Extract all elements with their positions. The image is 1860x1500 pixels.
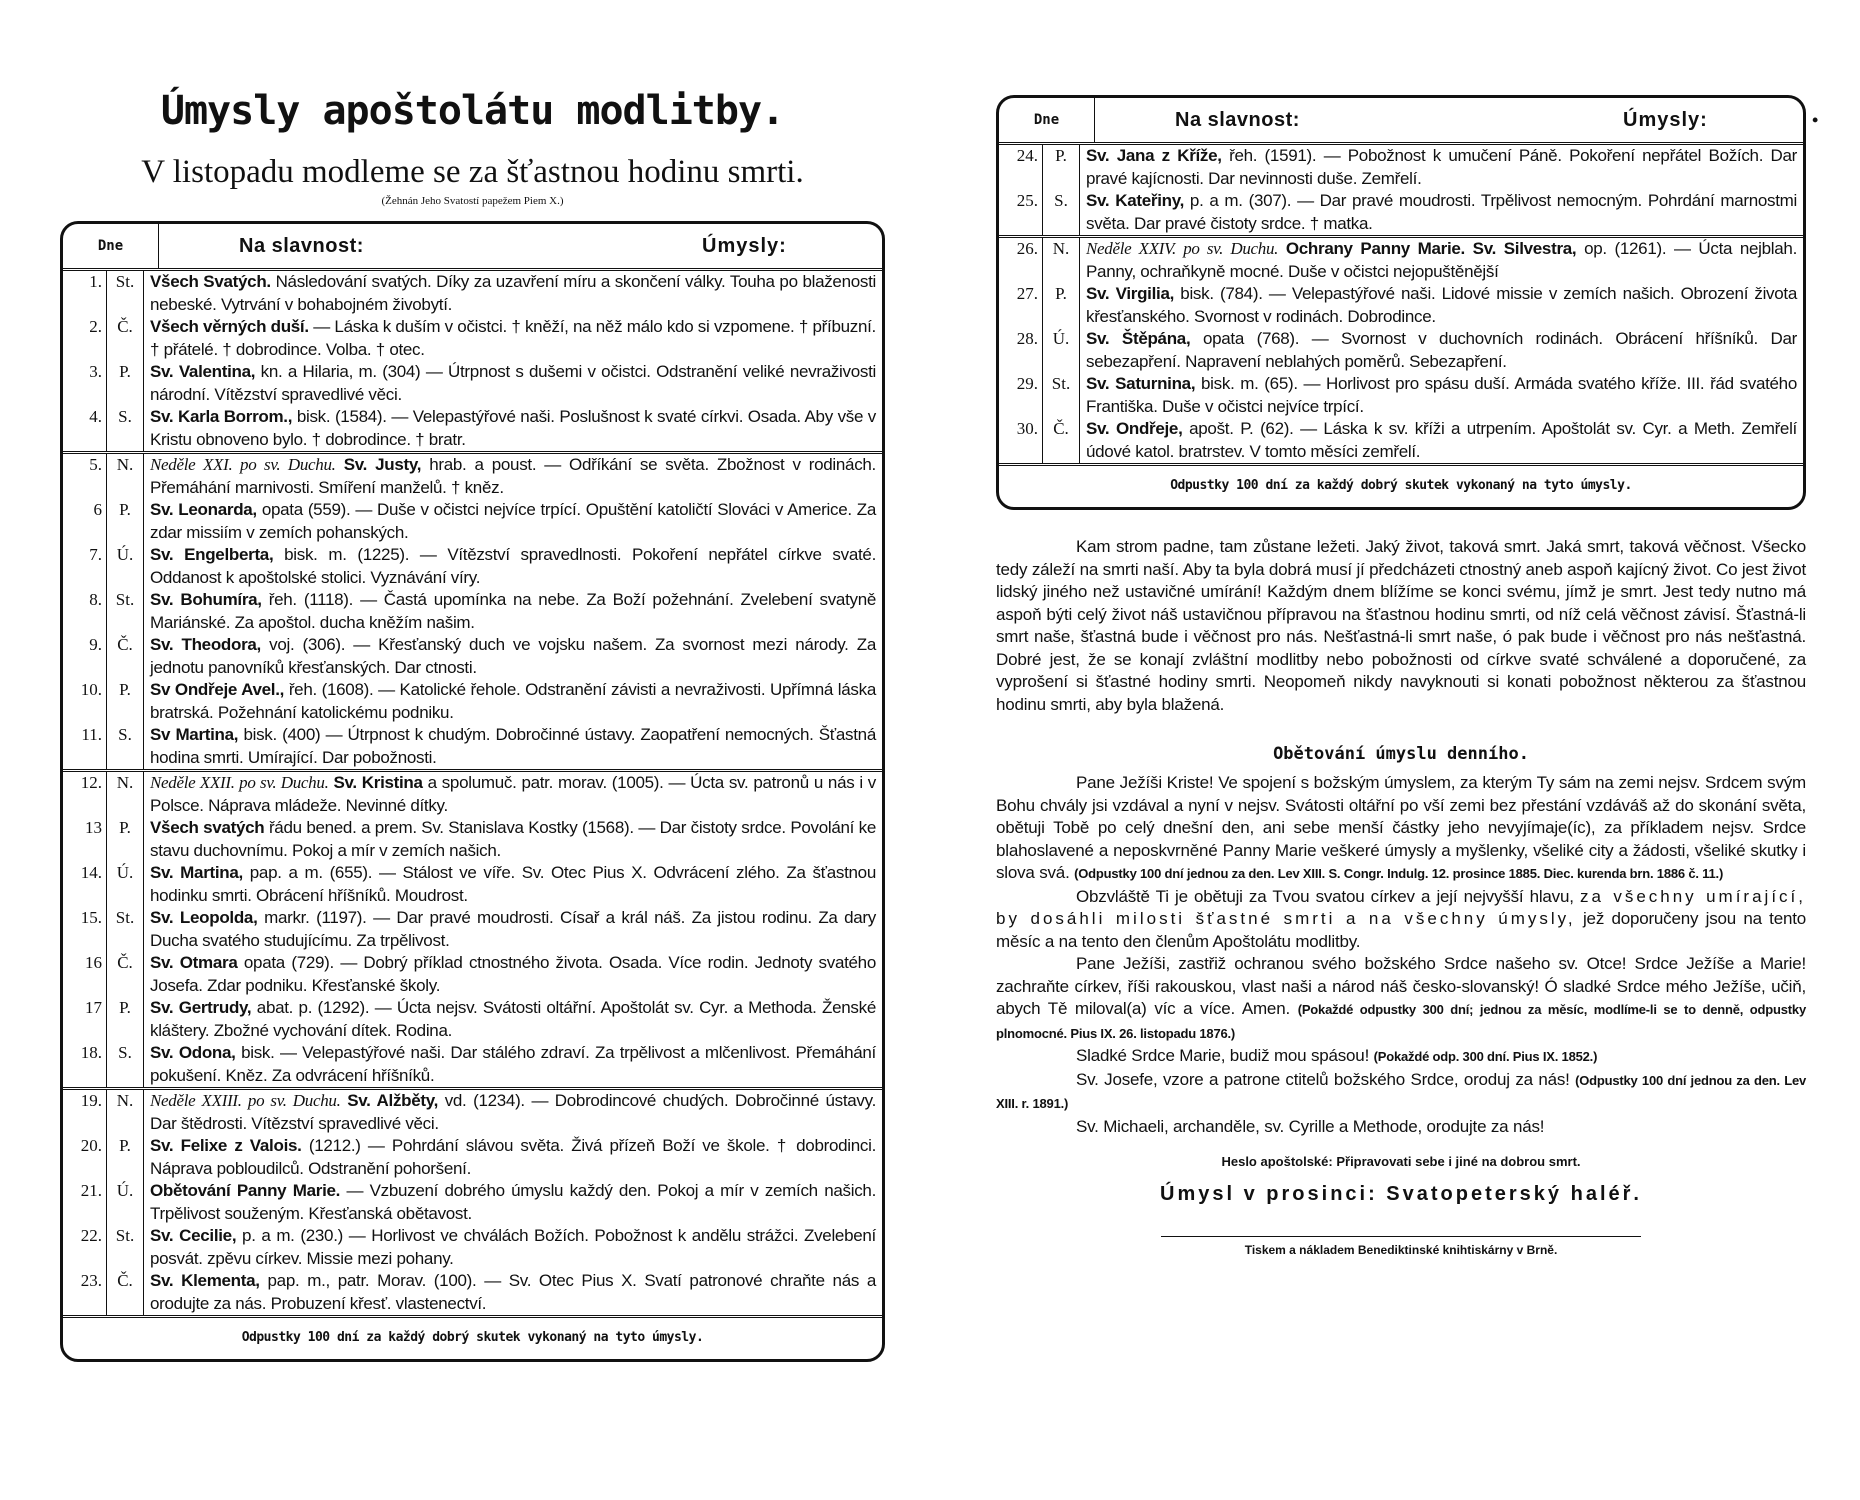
- day-number: 7.: [63, 544, 107, 589]
- joseph-prayer: [996, 1069, 1806, 1116]
- weekday: P.: [107, 679, 144, 724]
- feast-name: Sv. Cecilie,: [150, 1226, 237, 1245]
- feast-name: Sv. Engelberta,: [150, 545, 274, 564]
- week-group: [63, 772, 882, 1090]
- table-row: [63, 1135, 882, 1180]
- table-row: [999, 145, 1803, 190]
- intentions-text: kn. a Hilaria, m. (304) — Útrpnost s dušemi v očistci. Odstranění veliké nevraživosti národní. Vítězství spravedlivé věci.: [150, 362, 876, 404]
- day-number: 12.: [63, 772, 107, 817]
- intentions-text: bisk. (1584). — Velepastýřové naši. Poslušnost k svaté církvi. Osada. Aby vše v Kristu obnoveno bylo. † dobrodince. † bratr.: [150, 407, 876, 449]
- weekday: N.: [107, 1090, 144, 1135]
- table-header: [999, 98, 1803, 145]
- indulgence-note: Odpustky 100 dní za každý dobrý skutek vykonaný na tyto úmysly.: [999, 463, 1803, 507]
- day-number: 30.: [999, 418, 1043, 463]
- weekday: P.: [107, 499, 144, 544]
- feast-name: Sv. Saturnina,: [1086, 374, 1196, 393]
- entry-text: [1080, 373, 1803, 418]
- weekday: Ú.: [107, 1180, 144, 1225]
- table-row: [63, 1270, 882, 1315]
- feast-name: Sv. Gertrudy,: [150, 998, 252, 1017]
- weekday: Ú.: [1043, 328, 1080, 373]
- weekday: N.: [1043, 238, 1080, 283]
- intentions-text: opata (768). — Svornost v duchovních rodinách. Obrácení hříšníků. Dar sebezapření. Napravení neblahých poměrů. Sebezapření.: [1086, 329, 1798, 371]
- intentions-text: bisk. m. (65). — Horlivost pro spásu duší. Armáda svatého kříže. III. řád svatého Františka. Duše v očistci nejvíce trpící.: [1086, 374, 1797, 416]
- column-header-intentions: Úmysly:: [1623, 108, 1708, 131]
- heart-prayer: [996, 953, 1806, 1045]
- day-number: 20.: [63, 1135, 107, 1180]
- sunday-label: Neděle XXIII. po sv. Duchu.: [150, 1091, 341, 1110]
- entry-text: [144, 862, 882, 907]
- feast-name: Ochrany Panny Marie. Sv. Silvestra,: [1285, 239, 1577, 258]
- table-body: [63, 271, 882, 1315]
- weekday: Č.: [107, 634, 144, 679]
- table-row: [999, 328, 1803, 373]
- feast-name: Sv. Felixe z Valois.: [150, 1136, 302, 1155]
- entry-text: [144, 907, 882, 952]
- entry-text: [144, 817, 882, 862]
- offering-prayer: [996, 772, 1806, 886]
- day-number: 29.: [999, 373, 1043, 418]
- day-number: 8.: [63, 589, 107, 634]
- table-row: [63, 499, 882, 544]
- week-group: [999, 238, 1803, 463]
- weekday: S.: [107, 1042, 144, 1087]
- day-number: 6: [63, 499, 107, 544]
- table-row: [63, 817, 882, 862]
- table-row: [63, 271, 882, 316]
- weekday: St.: [107, 589, 144, 634]
- table-row: [63, 406, 882, 451]
- page-title: Úmysly apoštolátu modlitby.: [160, 88, 785, 134]
- printer-imprint: Tiskem a nákladem Benediktinské knihtiskárny v Brně.: [1244, 1243, 1558, 1257]
- table-row: [999, 418, 1803, 463]
- sunday-label: Neděle XXIV. po sv. Duchu.: [1086, 239, 1279, 258]
- feast-name: Sv. Karla Borrom.,: [150, 407, 293, 426]
- weekday: S.: [107, 724, 144, 769]
- prayer-text: jež doporučeny jsou na tento měsíc a na tento den členům Apoštolátu modlitby.: [996, 909, 1806, 951]
- intentions-text: řeh. (1118). — Častá upomínka na nebe. Za Boží požehnání. Zvelebení svatyně Mariánské. Za apoštol. ducha kněžím našim.: [150, 590, 876, 632]
- day-number: 5.: [63, 454, 107, 499]
- table-row: [63, 634, 882, 679]
- month-subtitle: V listopadu modleme se za šťastnou hodinu smrti.: [141, 154, 804, 190]
- intentions-text: vd. (1234). — Dobrodincové chudých. Dobročinné ústavy. Dar štědrosti. Vítězství spravedlivé věci.: [150, 1091, 876, 1133]
- intentions-text: bisk. — Velepastýřové naši. Dar stálého zdraví. Za trpělivost a mlčenlivost. Přemáhání pokušení. Kněz. Za odvrácení hříšníků.: [150, 1043, 876, 1085]
- day-number: 15.: [63, 907, 107, 952]
- table-row: [999, 373, 1803, 418]
- day-number: 2.: [63, 316, 107, 361]
- column-header-intentions: Úmysly:: [702, 234, 787, 257]
- margin-mark: •: [1812, 110, 1819, 130]
- weekday: N.: [107, 454, 144, 499]
- weekday: S.: [1043, 190, 1080, 235]
- intentions-text: — Vzbuzení dobrého úmyslu každý den. Pokoj a mír v zemích našich. Trpělivost souženým. Křesťanská obětavost.: [150, 1181, 876, 1223]
- intentions-text: opata (559). — Duše v očistci nejvíce trpící. Opuštění katoličtí Slováci v Americe. Za zdar missiím v zemích pohanských.: [150, 500, 876, 542]
- intentions-text: a spolumuč. patr. morav. (1005). — Úcta sv. patronů u nás i v Polsce. Náprava mládeže. Nevinné dítky.: [150, 773, 876, 815]
- intentions-text: abat. p. (1292). — Úcta nejsv. Svátosti oltářní. Apoštolát sv. Cyr. a Methoda. Ženské kláštery. Zbožné vychování dítek. Rodina.: [150, 998, 876, 1040]
- feast-name: Sv. Otmara: [150, 953, 238, 972]
- table-row: [63, 679, 882, 724]
- table-row: [63, 862, 882, 907]
- week-group: [63, 1090, 882, 1315]
- sunday-label: Neděle XXII. po sv. Duchu.: [150, 773, 329, 792]
- day-number: 17: [63, 997, 107, 1042]
- indulgence-note: Odpustky 100 dní za každý dobrý skutek vykonaný na tyto úmysly.: [63, 1315, 882, 1359]
- feast-name: Sv. Alžběty,: [347, 1091, 439, 1110]
- entry-text: [144, 361, 882, 406]
- day-number: 22.: [63, 1225, 107, 1270]
- weekday: P.: [107, 1135, 144, 1180]
- feast-name: Sv. Kateřiny,: [1086, 191, 1185, 210]
- entry-text: [144, 1270, 882, 1315]
- weekday: Č.: [107, 1270, 144, 1315]
- weekday: St.: [1043, 373, 1080, 418]
- entry-text: [144, 589, 882, 634]
- day-number: 3.: [63, 361, 107, 406]
- weekday: P.: [1043, 283, 1080, 328]
- intentions-text: Následování svatých. Díky za uzavření míru a skončení války. Touha po blaženosti nebeské. Vytrvání v bohabojném živobytí.: [150, 272, 876, 314]
- feast-name: Sv. Odona,: [150, 1043, 236, 1062]
- day-number: 23.: [63, 1270, 107, 1315]
- feast-name: Sv. Klementa,: [150, 1271, 260, 1290]
- intentions-text: pap. m., patr. Morav. (100). — Sv. Otec Pius X. Svatí patronové chraňte nás a orodujte za nás. Probuzení křesť. vlastenectví.: [150, 1271, 877, 1313]
- weekday: St.: [107, 271, 144, 316]
- day-number: 1.: [63, 271, 107, 316]
- feast-name: Všech svatých: [150, 818, 265, 837]
- feast-name: Sv. Bohumíra,: [150, 590, 262, 609]
- intentions-text: bisk. (784). — Velepastýřové naši. Lidové missie v zemích našich. Obrození života křesťanského. Svornost v rodinách. Dobrodince.: [1086, 284, 1797, 326]
- prayer-note: (Pokaždé odp. 300 dní. Pius IX. 1852.): [1373, 1049, 1598, 1064]
- feast-name: Sv. Justy,: [343, 455, 422, 474]
- day-number: 28.: [999, 328, 1043, 373]
- feast-name: Sv. Valentina,: [150, 362, 256, 381]
- table-row: [63, 1225, 882, 1270]
- weekday: St.: [107, 907, 144, 952]
- sunday-label: Neděle XXI. po sv. Duchu.: [150, 455, 336, 474]
- feast-name: Všech věrných duší.: [150, 317, 309, 336]
- mary-prayer: [996, 1045, 1806, 1069]
- michael-prayer: Sv. Michaeli, archanděle, sv. Cyrille a Methode, orodujte za nás!: [1076, 1116, 1545, 1136]
- entry-text: [1080, 328, 1803, 373]
- table-row: [999, 283, 1803, 328]
- intentions-text: p. a m. (230.) — Horlivost ve chválách Božích. Pobožnost k andělu strážci. Zvelebení posvát. zpěvu církev. Missie mezi pohany.: [150, 1226, 876, 1268]
- weekday: P.: [1043, 145, 1080, 190]
- intentions-text: řádu bened. a prem. Sv. Stanislava Kostky (1568). — Dar čistoty srdce. Povolání ke stavu duchovnímu. Pokoj a mír v zemích našich.: [150, 818, 876, 860]
- table-row: [63, 907, 882, 952]
- feast-name: Sv. Theodora,: [150, 635, 261, 654]
- table-row: [63, 316, 882, 361]
- table-row: [63, 544, 882, 589]
- weekday: Č.: [107, 952, 144, 997]
- weekday: P.: [107, 361, 144, 406]
- intentions-text: op. (1261). — Úcta nejblah. Panny, ochraňkyně mocné. Duše v očistci nejopuštěnější: [1086, 239, 1798, 281]
- papal-blessing-note: (Žehnán Jeho Svatostí papežem Piem X.): [381, 195, 564, 207]
- entry-text: [144, 499, 882, 544]
- entry-text: [144, 406, 882, 451]
- week-group: [999, 145, 1803, 238]
- feast-name: Sv Ondřeje Avel.,: [150, 680, 285, 699]
- weekday: S.: [107, 406, 144, 451]
- entry-text: [144, 724, 882, 769]
- column-header-days: Dne: [999, 98, 1095, 142]
- intentions-text: opata (729). — Dobrý příklad ctnostného života. Osada. Více rodin. Jednoty svatého Josefa. Zdar podniku. Křesťanské školy.: [150, 953, 876, 995]
- entry-text: [144, 772, 882, 817]
- entry-text: [144, 997, 882, 1042]
- table-row: [63, 952, 882, 997]
- prayer-note: (Odpustky 100 dní jednou za den. Lev XIII. r. 1891.): [996, 1072, 1807, 1111]
- day-number: 14.: [63, 862, 107, 907]
- entry-text: [144, 1180, 882, 1225]
- table-row: [999, 238, 1803, 283]
- feast-name: Sv Martina,: [150, 725, 239, 744]
- entry-text: [1080, 283, 1803, 328]
- intentions-text: pap. a m. (655). — Stálost ve víře. Sv. Otec Pius X. Odvrácení zlého. Za šťastnou hodinku smrti. Obrácení hříšníků. Moudrost.: [150, 863, 876, 905]
- table-row: [63, 1090, 882, 1135]
- day-number: 16: [63, 952, 107, 997]
- intentions-text: řeh. (1591). — Pobožnost k umučení Páně. Pokoření nepřátel Božích. Dar pravé kajícnosti. Dar nevinnosti duše. Zemřelí.: [1086, 146, 1797, 188]
- feast-name: Sv. Štěpána,: [1086, 329, 1191, 348]
- intentions-text: (1212.) — Pohrdání slávou světa. Živá přízeň Boží ve škole. † dobrodinci. Náprava pobloudilců. Odstranění pohoršení.: [150, 1136, 876, 1178]
- table-row: [63, 724, 882, 769]
- weekday: P.: [107, 817, 144, 862]
- entry-text: [144, 271, 882, 316]
- apostolic-motto: Heslo apoštolské: Připravovati sebe i jiné na dobrou smrt.: [1221, 1154, 1581, 1169]
- day-number: 18.: [63, 1042, 107, 1087]
- intentions-text: markr. (1197). — Dar pravé moudrosti. Císař a král náš. Za jistou rodinu. Za dary Ducha svatého studujícímu. Za trpělivost.: [150, 908, 876, 950]
- day-number: 9.: [63, 634, 107, 679]
- table-row: [63, 1042, 882, 1087]
- day-number: 27.: [999, 283, 1043, 328]
- feast-name: Všech Svatých.: [150, 272, 271, 291]
- essay-paragraph: Kam strom padne, tam zůstane ležeti. Jaký život, taková smrt. Jaká smrt, taková věčnost. Všecko tedy záleží na smrti naší. Aby ta byla dobrá musí jí předcházeti ctnostný aneb aspoň kajícný život. Co jest život lidský jiného než ustavičné umírání! Každým dnem blížíme se konci svému, jímž je smrt. Jest tedy nutno má aspoň býti celý život náš ustavičnou přípravou na šťastnou hodinu smrti, od níž celá věčnost závisí. Šťastná-li smrt naše, šťastná bude i věčnost pro nás. Nešťastná-li smrt naše, ó pak bude i věčnost pro nás nešťastná. Dobré jest, že se konají zvláštní modlitby nebo pobožnosti od církve svaté schválené a doporučené, za vyprošení si šťastné hodiny smrti. Neopomeň nikdy navyknouti si konati pobožnost některou za šťastnou hodinu smrti, aby byla blažená.: [996, 537, 1806, 714]
- day-number: 13: [63, 817, 107, 862]
- entry-text: [144, 1090, 882, 1135]
- day-number: 24.: [999, 145, 1043, 190]
- weekday: Ú.: [107, 544, 144, 589]
- prayer-note: (Odpustky 100 dní jednou za den. Lev XIII. S. Congr. Indulg. 12. prosince 1885. Diec. kurenda brn. 1886 č. 11.): [1074, 866, 1724, 881]
- prayer-text: Sladké Srdce Marie, budiž mou spásou!: [1076, 1046, 1370, 1065]
- column-header-feast: Na slavnost:: [239, 234, 364, 257]
- intentions-text: p. a m. (307). — Dar pravé moudrosti. Trpělivost nemocným. Pohrdání marnostmi světa. Dar pravé čistoty srdce. † matka.: [1086, 191, 1797, 233]
- table-header: [63, 224, 882, 271]
- weekday: Ú.: [107, 862, 144, 907]
- feast-name: Sv. Leonarda,: [150, 500, 257, 519]
- table-row: [63, 997, 882, 1042]
- prayer-note: (Pokaždé odpustky 300 dní; jednou za měsíc, modlíme-li se to denně, odpustky plnomocné. Pius IX. 26. listopadu 1876.): [996, 1002, 1806, 1041]
- entry-text: [1080, 238, 1803, 283]
- week-group: [63, 271, 882, 454]
- entry-text: [144, 1042, 882, 1087]
- right-page: [996, 95, 1806, 1257]
- day-number: 10.: [63, 679, 107, 724]
- table-row: [63, 772, 882, 817]
- table-row: [63, 589, 882, 634]
- entry-text: [1080, 145, 1803, 190]
- column-header-days: Dne: [63, 224, 159, 268]
- intentions-text: apošt. P. (62). — Láska k sv. kříži a utrpením. Apoštolát sv. Cyr. a Meth. Zemřelí údové katol. bratrstev. V tomto měsíci zemřelí.: [1086, 419, 1797, 461]
- entry-text: [144, 544, 882, 589]
- table-body: [999, 145, 1803, 463]
- table-row: [999, 190, 1803, 235]
- entry-text: [1080, 190, 1803, 235]
- feast-name: Sv. Jana z Kříže,: [1086, 146, 1222, 165]
- week-group: [63, 454, 882, 772]
- table-row: [63, 454, 882, 499]
- entry-text: [1080, 418, 1803, 463]
- intentions-text: bisk. m. (1225). — Vítězství spravedlnosti. Pokoření nepřátel církve svaté. Oddanost k apoštolské stolici. Vyznávání víry.: [150, 545, 876, 587]
- day-number: 4.: [63, 406, 107, 451]
- entry-text: [144, 1135, 882, 1180]
- next-month-intention: Úmysl v prosinci: Svatopeterský haléř.: [1160, 1183, 1642, 1205]
- prayer-text: Pane Ježíši, zastřiž ochranou svého božského Srdce našeho sv. Otce! Srdce Ježíše a Marie! zachraňte církev, říši rakouskou, vlast naši a národ náš česko-slovanský! Ó sladké Srdce mého Ježíše, učiň, abych Tě miloval(a) víc a více. Amen.: [996, 954, 1806, 1018]
- intentions-text: řeh. (1608). — Katolické řehole. Odstranění závisti a nevraživosti. Upřímná láska bratrská. Požehnání katolickému podniku.: [150, 680, 876, 722]
- prayer-text-spaced: za všechny umírající, by dosáhli milosti šťastné smrti a na všechny úmysly,: [996, 886, 1806, 928]
- intentions-text: hrab. a poust. — Odříkání se světa. Zbožnost v rodinách. Přemáhání marnivosti. Smíření manželů. † kněz.: [150, 455, 876, 497]
- intentions-table-left: [60, 221, 885, 1362]
- intentions-text: — Láska k duším v očistci. † kněží, na něž málo kdo si vzpomene. † příbuzní. † přátelé. † dobrodince. Volba. † otec.: [150, 317, 876, 359]
- weekday: St.: [107, 1225, 144, 1270]
- feast-name: Sv. Kristina: [333, 773, 423, 792]
- entry-text: [144, 634, 882, 679]
- prayer-text: Sv. Josefe, vzore a patrone ctitelů božského Srdce, oroduj za nás!: [1076, 1069, 1570, 1089]
- weekday: N.: [107, 772, 144, 817]
- feast-name: Sv. Virgilia,: [1086, 284, 1175, 303]
- day-number: 19.: [63, 1090, 107, 1135]
- feast-name: Sv. Leopolda,: [150, 908, 258, 927]
- entry-text: [144, 679, 882, 724]
- table-row: [63, 361, 882, 406]
- feast-name: Sv. Martina,: [150, 863, 243, 882]
- day-number: 26.: [999, 238, 1043, 283]
- column-header-feast: Na slavnost:: [1175, 108, 1300, 131]
- feast-name: Obětování Panny Marie.: [150, 1181, 341, 1200]
- intentions-text: bisk. (400) — Útrpnost k chudým. Dobročinné ústavy. Zaopatření nemocných. Šťastná hodina smrti. Umírající. Dar pobožnosti.: [150, 725, 876, 767]
- entry-text: [144, 454, 882, 499]
- feast-name: Sv. Ondřeje,: [1086, 419, 1183, 438]
- entry-text: [144, 316, 882, 361]
- offering-intention: [996, 886, 1806, 954]
- offering-title: Obětování úmyslu denního.: [1273, 744, 1529, 764]
- entry-text: [144, 1225, 882, 1270]
- weekday: P.: [107, 997, 144, 1042]
- table-row: [63, 1180, 882, 1225]
- day-number: 21.: [63, 1180, 107, 1225]
- prayer-text: Pane Ježíši Kriste! Ve spojení s božským úmyslem, za kterým Ty sám na zemi nejsv. Srdcem svým Bohu chvály jsi vzdával a nyní v nejsv. Svátosti oltářní po vší zemi bez přestání vzdáváš až do skonání světa, obětuji Tobě po celý dnešní den, ani sebe menší částky jeho nevyjímaje(íc), za příkladem nejsv. Srdce blahoslavené a neposkvrněné Panny Marie veškeré úmysly a myšlenky, všeliké city a žádosti, všeliké skutky i slova svá.: [996, 773, 1806, 882]
- weekday: Č.: [1043, 418, 1080, 463]
- divider: [1161, 1236, 1641, 1237]
- intentions-table-right: [996, 95, 1806, 510]
- prayer-text: Obzvláště Ti je obětuji za Tvou svatou církev a její nejvyšší hlavu,: [1076, 886, 1574, 906]
- left-page: [60, 88, 885, 1362]
- day-number: 11.: [63, 724, 107, 769]
- entry-text: [144, 952, 882, 997]
- weekday: Č.: [107, 316, 144, 361]
- intentions-text: voj. (306). — Křesťanský duch ve vojsku našem. Za svornost mezi národy. Za jednotu panovníků křesťanských. Dar ctnosti.: [150, 635, 876, 677]
- day-number: 25.: [999, 190, 1043, 235]
